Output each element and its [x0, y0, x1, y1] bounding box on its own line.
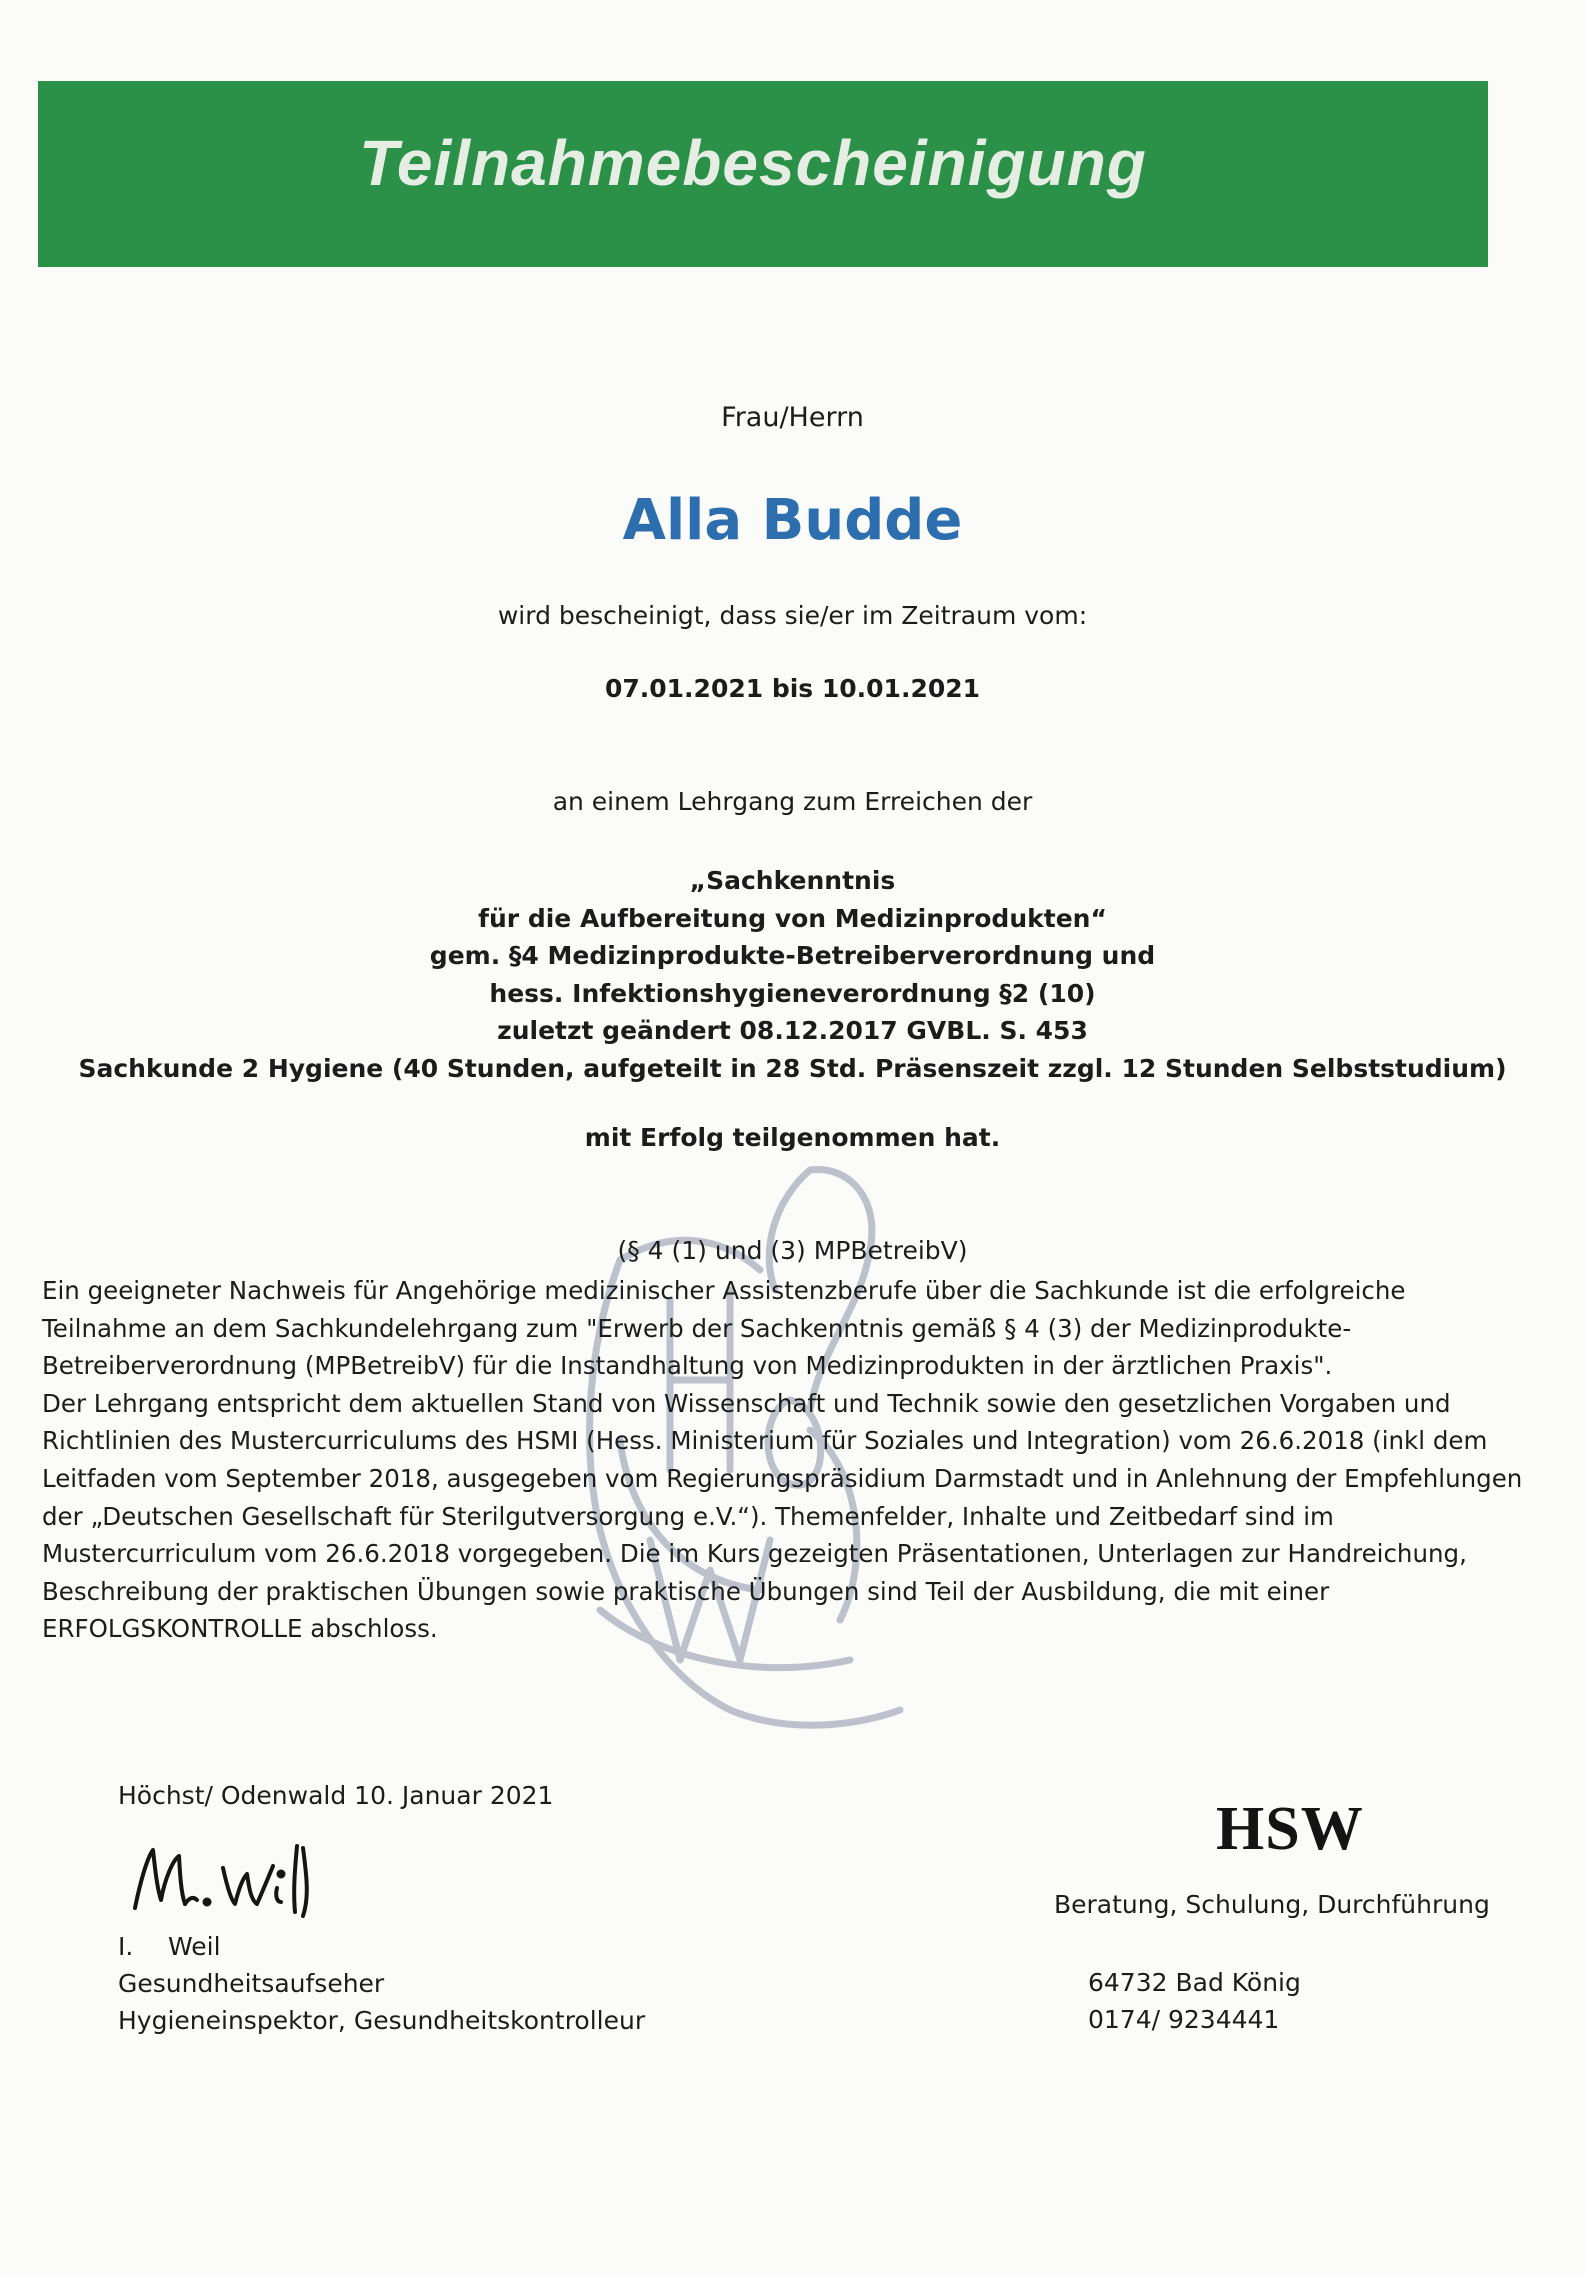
- organization-logo: HSW: [1216, 1795, 1364, 1863]
- organization-contact: [1088, 1964, 1301, 2038]
- explanation-paragraph: [42, 1272, 1552, 1648]
- signer-role: Hygieneinspektor, Gesundheitskontrolleur: [118, 2006, 646, 2035]
- signer-role: Gesundheitsaufseher: [118, 1969, 385, 1998]
- signer-name: [118, 1928, 645, 1965]
- organization-phone: 0174/ 9234441: [1088, 2005, 1280, 2034]
- paragraph-reference: (§ 4 (1) und (3) MPBetreibV): [617, 1236, 968, 1265]
- course-title-block: [0, 862, 1585, 1087]
- course-line: Sachkunde 2 Hygiene (40 Stunden, aufgeteilt in 28 Std. Präsenszeit zzgl. 12 Stunden Selbststudium): [78, 1053, 1507, 1083]
- course-line: gem. §4 Medizinprodukte-Betreiberverordnung und: [429, 941, 1156, 970]
- paragraph-line: Betreiberverordnung (MPBetreibV) für die Instandhaltung von Medizinprodukten in der ärztlichen Praxis".: [42, 1351, 1333, 1381]
- recipient-name: Alla Budde: [622, 488, 963, 553]
- organization-tagline: Beratung, Schulung, Durchführung: [1054, 1890, 1490, 1919]
- signer-block: [118, 1928, 645, 2039]
- organization-address: 64732 Bad König: [1088, 1968, 1301, 1997]
- paragraph-line: Teilnahme an dem Sachkundelehrgang zum "Erwerb der Sachkenntnis gemäß § 4 (3) der Medizinprodukte-: [42, 1313, 1352, 1343]
- paragraph-line: Richtlinien des Mustercurriculums des HSMI (Hess. Ministerium für Soziales und Integration) vom 26.6.2018 (inkl dem: [42, 1426, 1488, 1456]
- signer-initial: I.: [118, 1932, 134, 1961]
- intro-text: wird bescheinigt, dass sie/er im Zeitraum vom:: [497, 601, 1088, 630]
- handwritten-signature: [125, 1838, 325, 1918]
- paragraph-line: Leitfaden vom September 2018, ausgegeben vom Regierungspräsidium Darmstadt und in Anlehnung der Empfehlungen: [42, 1463, 1523, 1493]
- signer-surname: Weil: [168, 1932, 221, 1961]
- paragraph-line: Ein geeigneter Nachweis für Angehörige medizinischer Assistenzberufe über die Sachkunde ist die erfolgreiche: [42, 1276, 1406, 1305]
- salutation: Frau/Herrn: [721, 402, 864, 433]
- course-line: für die Aufbereitung von Medizinprodukten“: [478, 903, 1107, 933]
- course-line: „Sachkenntnis: [689, 866, 896, 895]
- paragraph-line: der „Deutschen Gesellschaft für Sterilgutversorgung e.V.“). Themenfelder, Inhalte und Zeitbedarf sind im: [42, 1501, 1334, 1531]
- paragraph-line: Beschreibung der praktischen Übungen sowie praktische Übungen sind Teil der Ausbildung, die mit einer: [42, 1576, 1330, 1606]
- paragraph-line: Der Lehrgang entspricht dem aktuellen Stand von Wissenschaft und Technik sowie den gesetzlichen Vorgaben und: [42, 1388, 1451, 1418]
- paragraph-line: ERFOLGSKONTROLLE abschloss.: [42, 1614, 438, 1644]
- course-line: hess. Infektionshygieneverordnung §2 (10): [489, 978, 1096, 1008]
- course-intro: an einem Lehrgang zum Erreichen der: [552, 787, 1033, 816]
- success-statement: mit Erfolg teilgenommen hat.: [584, 1123, 1001, 1152]
- header-banner: [38, 81, 1488, 267]
- document-title: Teilnahmebescheinigung: [359, 127, 1147, 199]
- place-and-date: Höchst/ Odenwald 10. Januar 2021: [118, 1781, 554, 1810]
- paragraph-line: Mustercurriculum vom 26.6.2018 vorgegeben. Die im Kurs gezeigten Präsentationen, Unterlagen zur Handreichung,: [42, 1539, 1467, 1569]
- period-dates: 07.01.2021 bis 10.01.2021: [604, 674, 981, 703]
- course-line: zuletzt geändert 08.12.2017 GVBL. S. 453: [497, 1016, 1088, 1045]
